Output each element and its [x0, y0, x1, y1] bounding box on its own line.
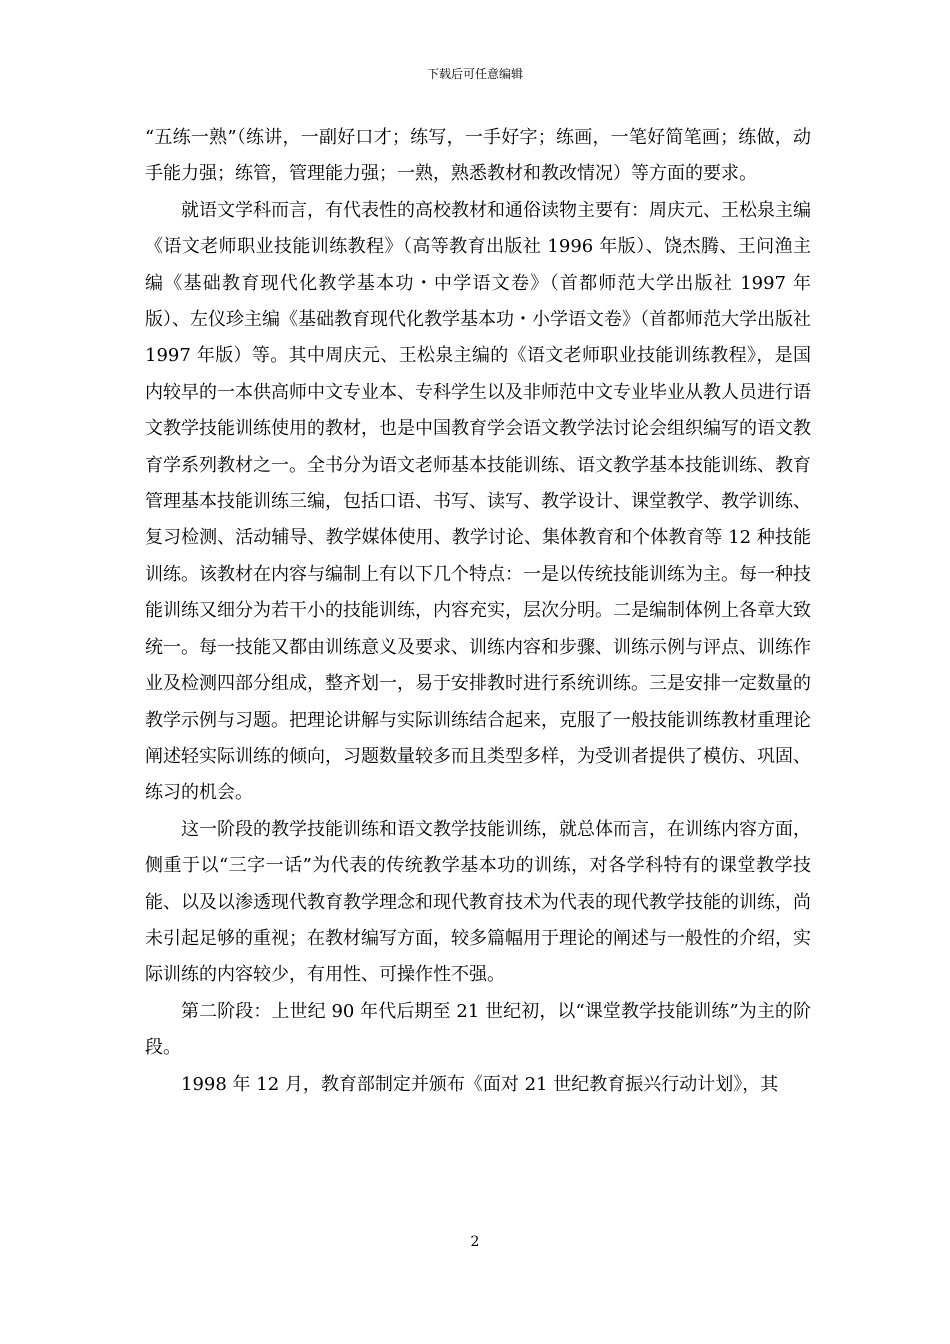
page-header: 下载后可任意编辑: [426, 67, 523, 81]
paragraph-1: “五练一熟”（练讲，一副好口才；练写，一手好字；练画，一笔好简笔画；练做，动手能力强；练管，管理能力强；一熟，熟悉教材和教改情况）等方面的要求。: [145, 127, 811, 185]
paragraph-2: 就语文学科而言，有代表性的高校教材和通俗读物主要有：周庆元、王松泉主编《语文老师职业技能训练教程》（高等教育出版社 1996 年版）、饶杰腾、王问渔主编《基础教育现代化教学基本功・中学语文卷》（首都师范大学出版社 1997 年版）、左仪珍主编《基础教育现代化教学基本功・小学语文卷》（首都师范大学出版社 1997 年版）等。其中周庆元、王松泉主编的《语文老师职业技能训练教程》，是国内较早的一本供高师中文专业本、专科学生以及非师范中文专业毕业从教人员进行语文教学技能训练使用的教材，也是中国教育学会语文教学法讨论会组织编写的语文教育学系列教材之一。全书分为语文老师基本技能训练、语文教学基本技能训练、教育管理基本技能训练三编，包括口语、书写、读写、教学设计、课堂教学、教学训练、复习检测、活动辅导、教学媒体使用、教学讨论、集体教育和个体教育等 12 种技能训练。该教材在内容与编制上有以下几个特点：一是以传统技能训练为主。每一种技能训练又细分为若干小的技能训练，内容充实，层次分明。二是编制体例上各章大致统一。每一技能又都由训练意义及要求、训练内容和步骤、训练示例与评点、训练作业及检测四部分组成，整齐划一，易于安排教时进行系统训练。三是安排一定数量的教学示例与习题。把理论讲解与实际训练结合起来，克服了一般技能训练教材重理论阐述轻实际训练的倾向，习题数量较多而且类型多样，为受训者提供了模仿、巩固、练习的机会。: [145, 199, 811, 804]
paragraph-4: 第二阶段：上世纪 90 年代后期至 21 世纪初，以“课堂教学技能训练”为主的阶段。: [145, 1000, 811, 1059]
paragraph-5: 1998 年 12 月，教育部制定并颁布《面对 21 世纪教育振兴行动计划》，其: [181, 1073, 779, 1095]
paragraph-3: 这一阶段的教学技能训练和语文教学技能训练，就总体而言，在训练内容方面，侧重于以“三字一话”为代表的传统教学基本功的训练，对各学科特有的课堂教学技能、以及以渗透现代教育教学理念和现代教育技术为代表的现代教学技能的训练，尚未引起足够的重视；在教材编写方面，较多篇幅用于理论的阐述与一般性的介绍，实际训练的内容较少，有用性、可操作性不强。: [145, 818, 811, 986]
document-body: [145, 120, 811, 1103]
page-number: 2: [470, 1234, 480, 1250]
